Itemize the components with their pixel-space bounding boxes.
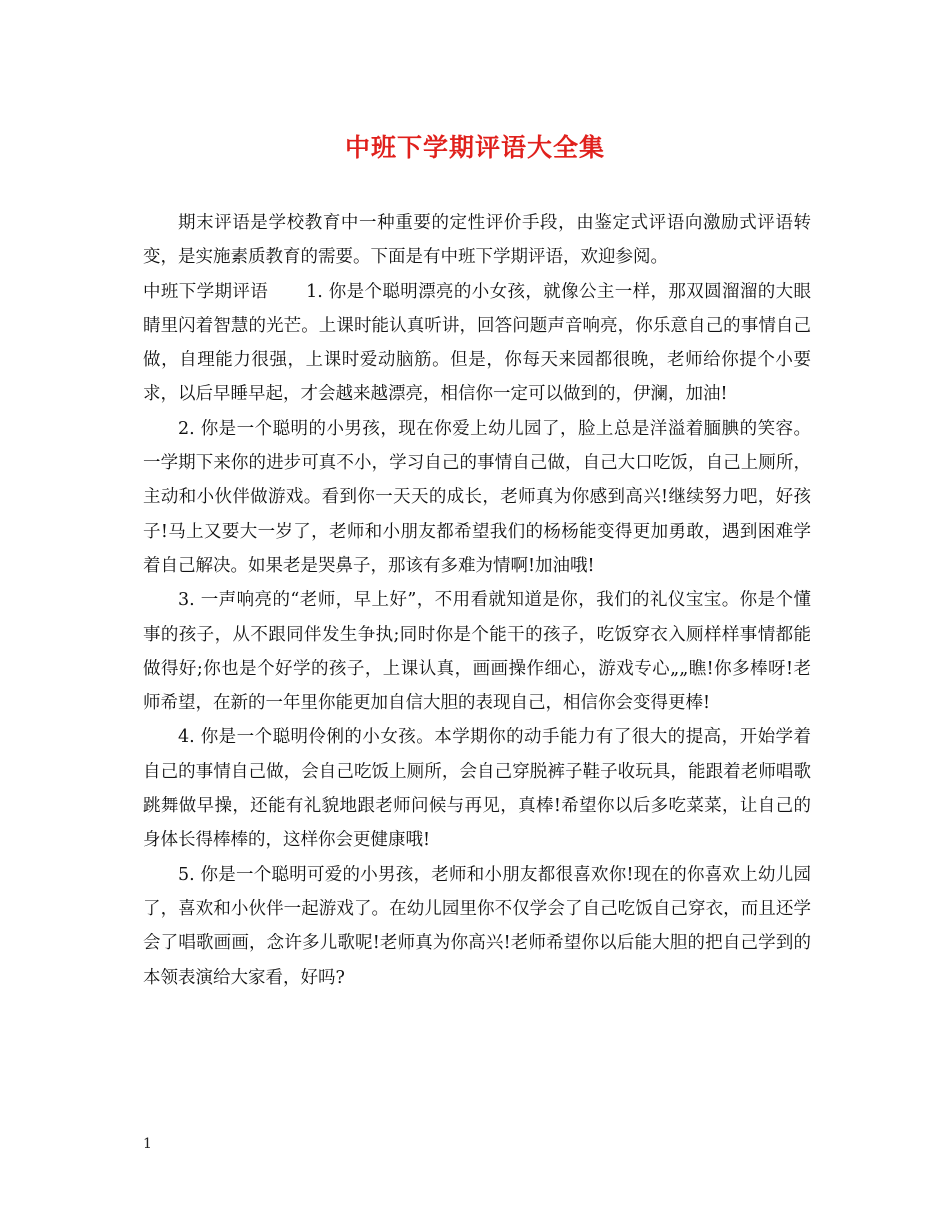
comment-paragraph-3: 3. 一声响亮的“老师，早上好”，不用看就知道是你，我们的礼仪宝宝。你是个懂事的孩子，从不跟同伴发生争执;同时你是个能干的孩子，吃饭穿衣入厕样样事情都能做得好;你也是个好学的孩子，上课认真，画画操作细心，游戏专心„„瞧!你多棒呀!老师希望，在新的一年里你能更加自信大胆的表现自己，相信你会变得更棒! <box>143 590 811 714</box>
comment-paragraph-5: 5. 你是一个聪明可爱的小男孩，老师和小朋友都很喜欢你!现在的你喜欢上幼儿园了，喜欢和小伙伴一起游戏了。在幼儿园里你不仅学会了自己吃饭自己穿衣，而且还学会了唱歌画画，念许多儿歌呢!老师真为你高兴!老师希望你以后能大胆的把自己学到的本领表演给大家看，好吗? <box>143 864 811 988</box>
document-title: 中班下学期评语大全集 <box>344 133 605 162</box>
comment-paragraph-4: 4. 你是一个聪明伶俐的小女孩。本学期你的动手能力有了很大的提高，开始学着自己的事情自己做，会自己吃饭上厕所，会自己穿脱裤子鞋子收玩具，能跟着老师唱歌跳舞做早操，还能有礼貌地跟老师问候与再见，真棒!希望你以后多吃菜菜，让自己的身体长得棒棒的，这样你会更健康哦! <box>143 727 811 851</box>
intro-paragraph: 期末评语是学校教育中一种重要的定性评价手段，由鉴定式评语向激励式评语转变，是实施素质教育的需要。下面是有中班下学期评语，欢迎参阅。 <box>143 213 811 268</box>
comment-paragraph-2: 2. 你是一个聪明的小男孩，现在你爱上幼儿园了，脸上总是洋溢着腼腆的笑容。一学期下来你的进步可真不小，学习自己的事情自己做，自己大口吃饭，自己上厕所，主动和小伙伴做游戏。看到你一天天的成长，老师真为你感到高兴!继续努力吧，好孩子!马上又要大一岁了，老师和小朋友都希望我们的杨杨能变得更加勇敢，遇到困难学着自己解决。如果老是哭鼻子，那该有多难为情啊!加油哦! <box>143 418 811 576</box>
section-label: 中班下学期评语 <box>143 281 269 302</box>
document-body <box>143 206 811 995</box>
comment-paragraph-1 <box>143 275 811 412</box>
comment-text-1: 1. 你是个聪明漂亮的小女孩，就像公主一样，那双圆溜溜的大眼睛里闪着智慧的光芒。上课时能认真听讲，回答问题声音响亮，你乐意自己的事情自己做，自理能力很强，上课时爱动脑筋。但是，你每天来园都很晚，老师给你提个小要求，以后早睡早起，才会越来越漂亮，相信你一定可以做到的，伊澜，加油! <box>143 281 811 405</box>
page-number: 1 <box>143 1136 152 1152</box>
